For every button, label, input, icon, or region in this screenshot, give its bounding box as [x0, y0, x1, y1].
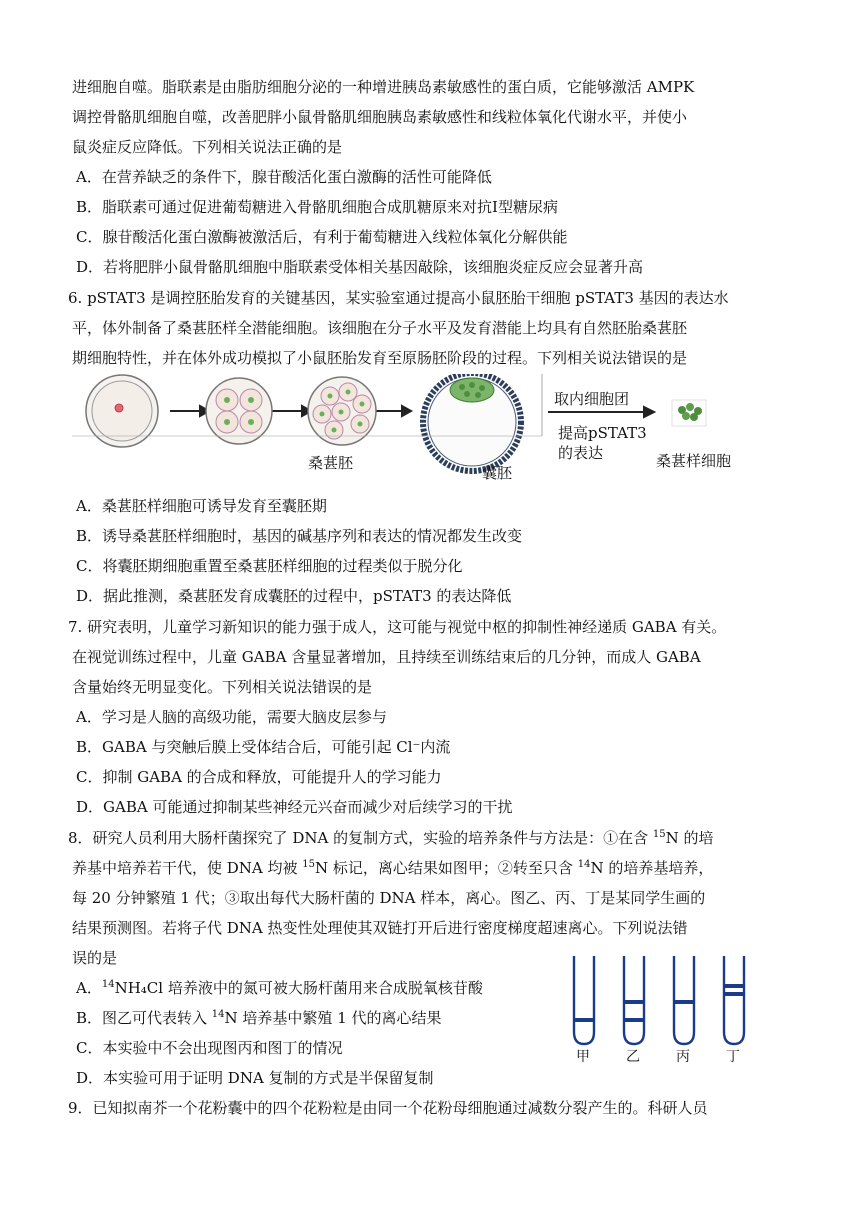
q8-line2-text-b: N 标记，离心结果如图甲；②转至只含	[315, 859, 578, 877]
q6-option-b: B．诱导桑葚胚样细胞时，基因的碱基序列和表达的情况都发生改变	[76, 527, 523, 545]
q5-option-b: B．脂联素可通过促进葡萄糖进入骨骼肌细胞合成肌糖原来对抗Ⅰ型糖尿病	[76, 198, 558, 216]
morula-icon	[308, 377, 376, 445]
q5-option-c: C．腺苷酸活化蛋白激酶被激活后，有利于葡萄糖进入线粒体氧化分解供能	[76, 228, 568, 246]
tube-label-jia: 甲	[576, 1049, 590, 1065]
q8-stem-line-5: 误的是	[72, 949, 118, 967]
centrifuge-tubes-figure	[560, 952, 776, 1070]
q6-stem-line-2: 平，体外制备了桑葚胚样全潜能细胞。该细胞在分子水平及发育潜能上均具有自然胚胎桑葚胚	[72, 319, 688, 337]
blastocyst-icon	[423, 374, 521, 471]
q8-line2-sup: 15	[302, 859, 316, 870]
q8-stem-line-1	[68, 827, 713, 849]
tube-label-ding: 丁	[726, 1049, 740, 1065]
q7-option-c: C．抑制 GABA 的合成和释放，可能提升人的学习能力	[76, 768, 442, 786]
q8-line1-sup: 15	[652, 829, 666, 840]
label-morula-like-cells: 桑葚样细胞	[656, 452, 732, 470]
q8-option-b-sup: 14	[211, 1009, 225, 1020]
q5-stem-line-3: 鼠炎症反应降低。下列相关说法正确的是	[72, 138, 343, 156]
q6-option-a: A．桑葚胚样细胞可诱导发育至囊胚期	[76, 497, 327, 515]
morula-like-cells-icon	[672, 400, 706, 426]
q8-option-b	[76, 1007, 442, 1029]
q7-option-a: A．学习是人脑的高级功能，需要大脑皮层参与	[76, 708, 387, 726]
q6-stem-line-1: 6. pSTAT3 是调控胚胎发育的关键基因，某实验室通过提高小鼠胚胎干细胞 pSTAT3 基因的表达水	[68, 289, 729, 307]
q5-option-a: A．在营养缺乏的条件下，腺苷酸活化蛋白激酶的活性可能降低	[76, 168, 492, 186]
q8-option-c: C．本实验中不会出现图丙和图丁的情况	[76, 1039, 343, 1057]
q8-line2-sup2: 14	[577, 859, 591, 870]
q7-stem-line-2: 在视觉训练过程中，儿童 GABA 含量显著增加，且持续至训练结束后的几分钟，而成人 GABA	[72, 648, 701, 666]
q8-line2-text-a: 养基中培养若干代，使 DNA 均被	[72, 859, 303, 877]
tube-jia-icon	[574, 956, 594, 1044]
tube-label-yi: 乙	[626, 1049, 640, 1065]
q7-stem-line-1: 7. 研究表明，儿童学习新知识的能力强于成人，这可能与视觉中枢的抑制性神经递质 GABA 有关。	[68, 618, 727, 636]
q8-stem-line-4: 结果预测图。若将子代 DNA 热变性处理使其双链打开后进行密度梯度超速离心。下列说法错	[72, 919, 688, 937]
q5-stem-line-2: 调控骨骼肌细胞自噬，改善肥胖小鼠骨骼肌细胞胰岛素敏感性和线粒体氧化代谢水平，并使小	[72, 108, 688, 126]
q6-stem-line-3: 期细胞特性，并在体外成功模拟了小鼠胚胎发育至原肠胚阶段的过程。下列相关说法错误的是	[72, 349, 688, 367]
q8-stem-line-3: 每 20 分钟繁殖 1 代；③取出每代大肠杆菌的 DNA 样本，离心。图乙、丙、丁是某同学生画的	[72, 889, 706, 907]
q8-option-b-prefix: B．图乙可代表转入	[76, 1009, 212, 1027]
four-cell-embryo-icon	[206, 378, 272, 444]
q9-stem-line-1: 9．已知拟南芥一个花粉囊中的四个花粉粒是由同一个花粉母细胞通过减数分裂产生的。科研人员	[68, 1099, 708, 1117]
label-blastocyst: 囊胚	[482, 464, 513, 482]
q7-option-d: D．GABA 可能通过抑制某些神经元兴奋而减少对后续学习的干扰	[76, 798, 513, 816]
q8-option-a-sup: 14	[101, 979, 115, 990]
tube-label-bing: 丙	[676, 1049, 690, 1065]
tubes-diagram	[560, 952, 776, 1048]
tube-ding-icon	[724, 956, 744, 1044]
q8-option-a-text: NH₄Cl 培养液中的氮可被大肠杆菌用来合成脱氧核苷酸	[114, 979, 483, 997]
q7-stem-line-3: 含量始终无明显变化。下列相关说法错误的是	[72, 678, 373, 696]
q6-option-c: C．将囊胚期细胞重置至桑葚胚样细胞的过程类似于脱分化	[76, 557, 463, 575]
label-expression: 的表达	[558, 444, 604, 462]
q8-line2-text-c: N 的培养基培养，	[590, 859, 714, 877]
q8-option-b-text: N 培养基中繁殖 1 代的离心结果	[224, 1009, 442, 1027]
q8-line1-text-b: N 的培	[665, 829, 714, 847]
embryo-development-figure	[72, 374, 792, 484]
q8-option-a-prefix: A．	[76, 979, 102, 997]
label-morula: 桑葚胚	[308, 454, 354, 472]
label-raise-pstat3: 提高pSTAT3	[558, 424, 647, 442]
q8-option-d: D．本实验可用于证明 DNA 复制的方式是半保留复制	[76, 1069, 434, 1087]
q5-option-d: D．若将肥胖小鼠骨骼肌细胞中脂联素受体相关基因敲除，该细胞炎症反应会显著升高	[76, 258, 644, 276]
label-take-inner-cell-mass: 取内细胞团	[554, 390, 630, 408]
q6-option-d: D．据此推测，桑葚胚发育成囊胚的过程中，pSTAT3 的表达降低	[76, 587, 512, 605]
q5-stem-line-1: 进细胞自噬。脂联素是由脂肪细胞分泌的一种增进胰岛素敏感性的蛋白质，它能够激活 AMPK	[72, 78, 695, 96]
q7-option-b: B．GABA 与突触后膜上受体结合后，可能引起 Cl⁻内流	[76, 738, 451, 756]
q8-stem-line-2	[72, 857, 713, 879]
q8-option-a	[76, 977, 483, 999]
q8-line1-text-a: 8．研究人员利用大肠杆菌探究了 DNA 的复制方式，实验的培养条件与方法是：①在含	[68, 829, 653, 847]
